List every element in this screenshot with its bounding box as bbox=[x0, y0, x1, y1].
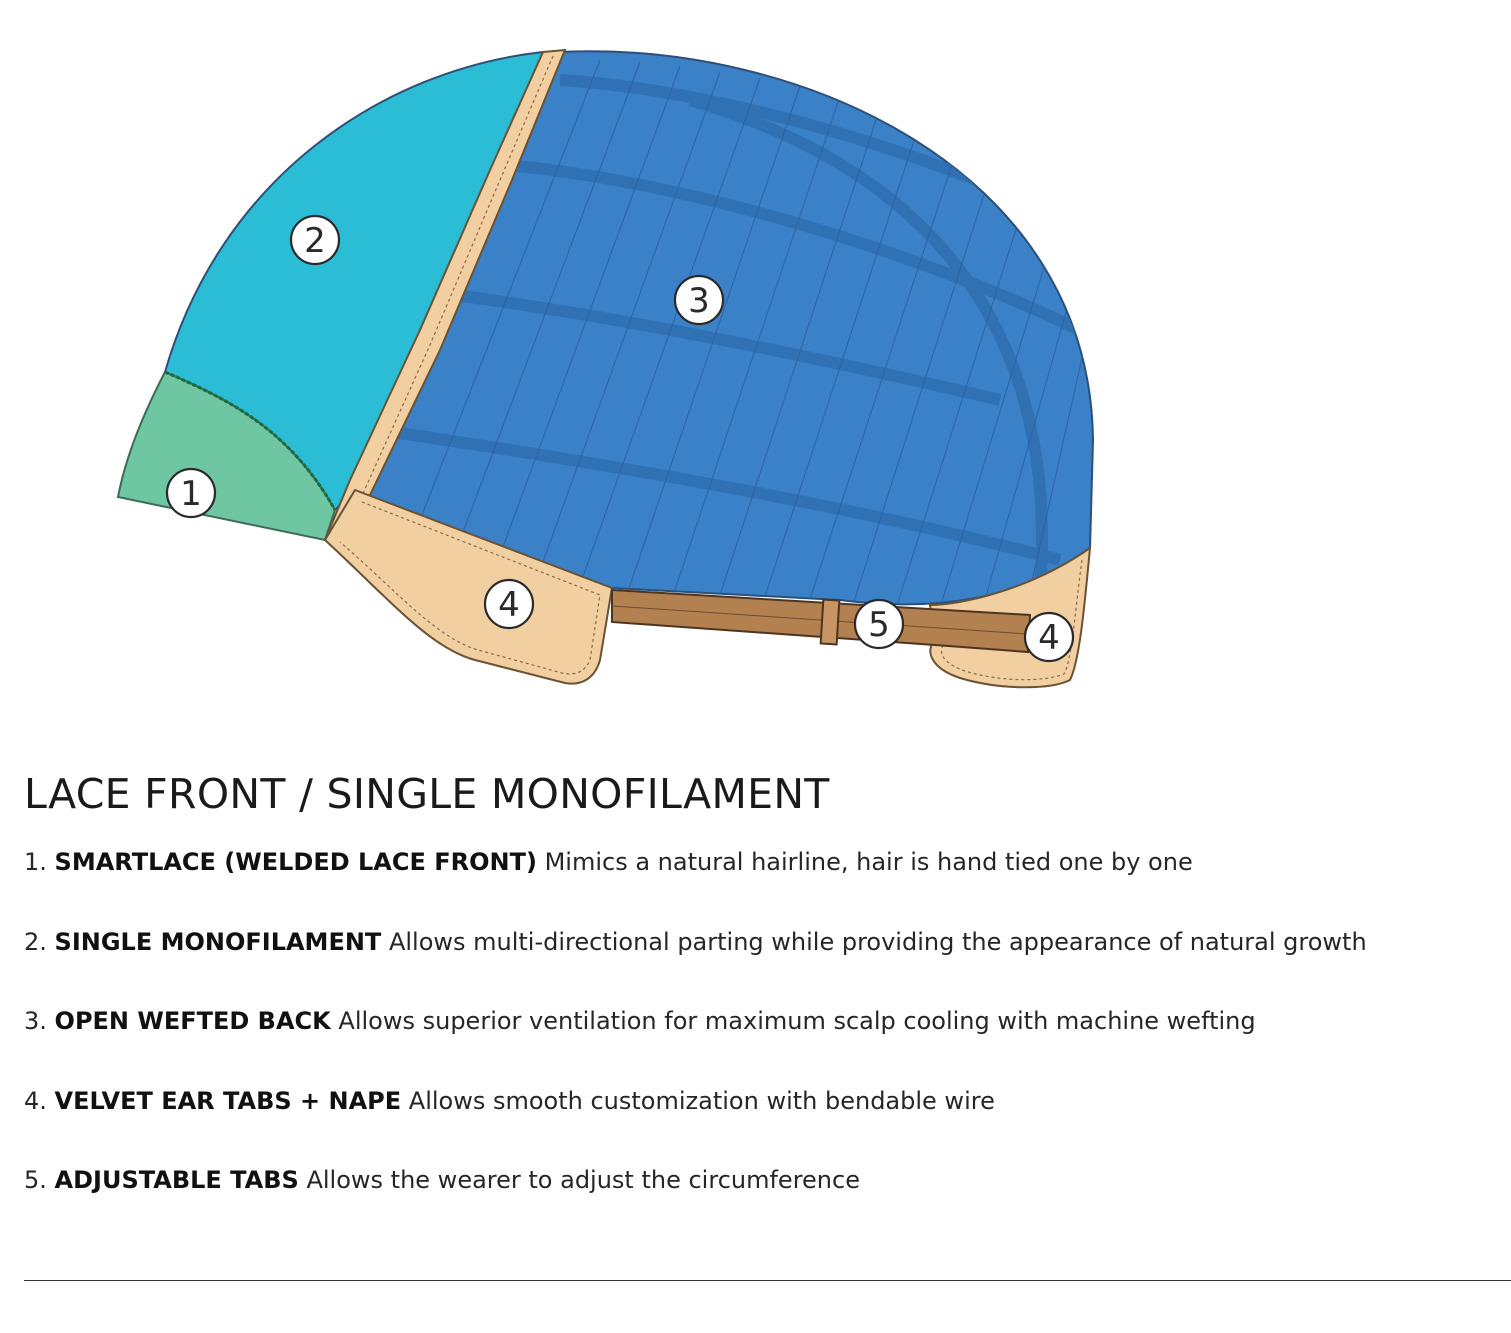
feature-number: 3. bbox=[24, 1007, 47, 1036]
callout-ear-tab-nape bbox=[1025, 613, 1073, 661]
feature-description: Mimics a natural hairline, hair is hand tied one by one bbox=[544, 848, 1193, 876]
feature-name: OPEN WEFTED BACK bbox=[54, 1007, 331, 1036]
callout-ear-tab-front bbox=[485, 580, 533, 628]
feature-number: 4. bbox=[24, 1086, 47, 1115]
svg-text:1: 1 bbox=[180, 474, 202, 514]
feature-description: Allows superior ventilation for maximum scalp cooling with machine wefting bbox=[338, 1007, 1256, 1036]
feature-name: VELVET EAR TABS + NAPE bbox=[54, 1086, 402, 1115]
svg-text:4: 4 bbox=[498, 585, 520, 625]
svg-text:4: 4 bbox=[1038, 618, 1060, 658]
svg-text:3: 3 bbox=[688, 281, 710, 321]
callout-wefted-back bbox=[675, 276, 723, 324]
feature-item-adjustable-tabs bbox=[24, 1163, 1367, 1243]
feature-name: ADJUSTABLE TABS bbox=[54, 1166, 299, 1195]
callout-smartlace bbox=[167, 469, 215, 517]
feature-list bbox=[24, 845, 1367, 1243]
feature-number: 2. bbox=[24, 927, 47, 956]
feature-name: SINGLE MONOFILAMENT bbox=[54, 927, 382, 956]
feature-item-smartlace bbox=[24, 845, 1367, 925]
page-title: LACE FRONT / SINGLE MONOFILAMENT bbox=[24, 770, 830, 818]
feature-description: Allows smooth customization with bendable wire bbox=[408, 1086, 995, 1115]
callout-adjustable-tab bbox=[855, 600, 903, 648]
svg-text:5: 5 bbox=[868, 605, 890, 645]
feature-description: Allows the wearer to adjust the circumference bbox=[306, 1166, 860, 1195]
bottom-divider bbox=[24, 1280, 1511, 1281]
feature-name: SMARTLACE (WELDED LACE FRONT) bbox=[54, 848, 537, 876]
feature-item-wefted-back bbox=[24, 1004, 1367, 1084]
adjustable-tab-buckle bbox=[821, 600, 840, 645]
feature-item-velvet-tabs bbox=[24, 1084, 1367, 1164]
callout-monofilament bbox=[291, 216, 339, 264]
svg-text:2: 2 bbox=[304, 221, 326, 261]
feature-number: 5. bbox=[24, 1166, 47, 1195]
feature-item-monofilament bbox=[24, 925, 1367, 1005]
feature-number: 1. bbox=[24, 848, 47, 876]
feature-description: Allows multi-directional parting while providing the appearance of natural growth bbox=[388, 927, 1367, 956]
